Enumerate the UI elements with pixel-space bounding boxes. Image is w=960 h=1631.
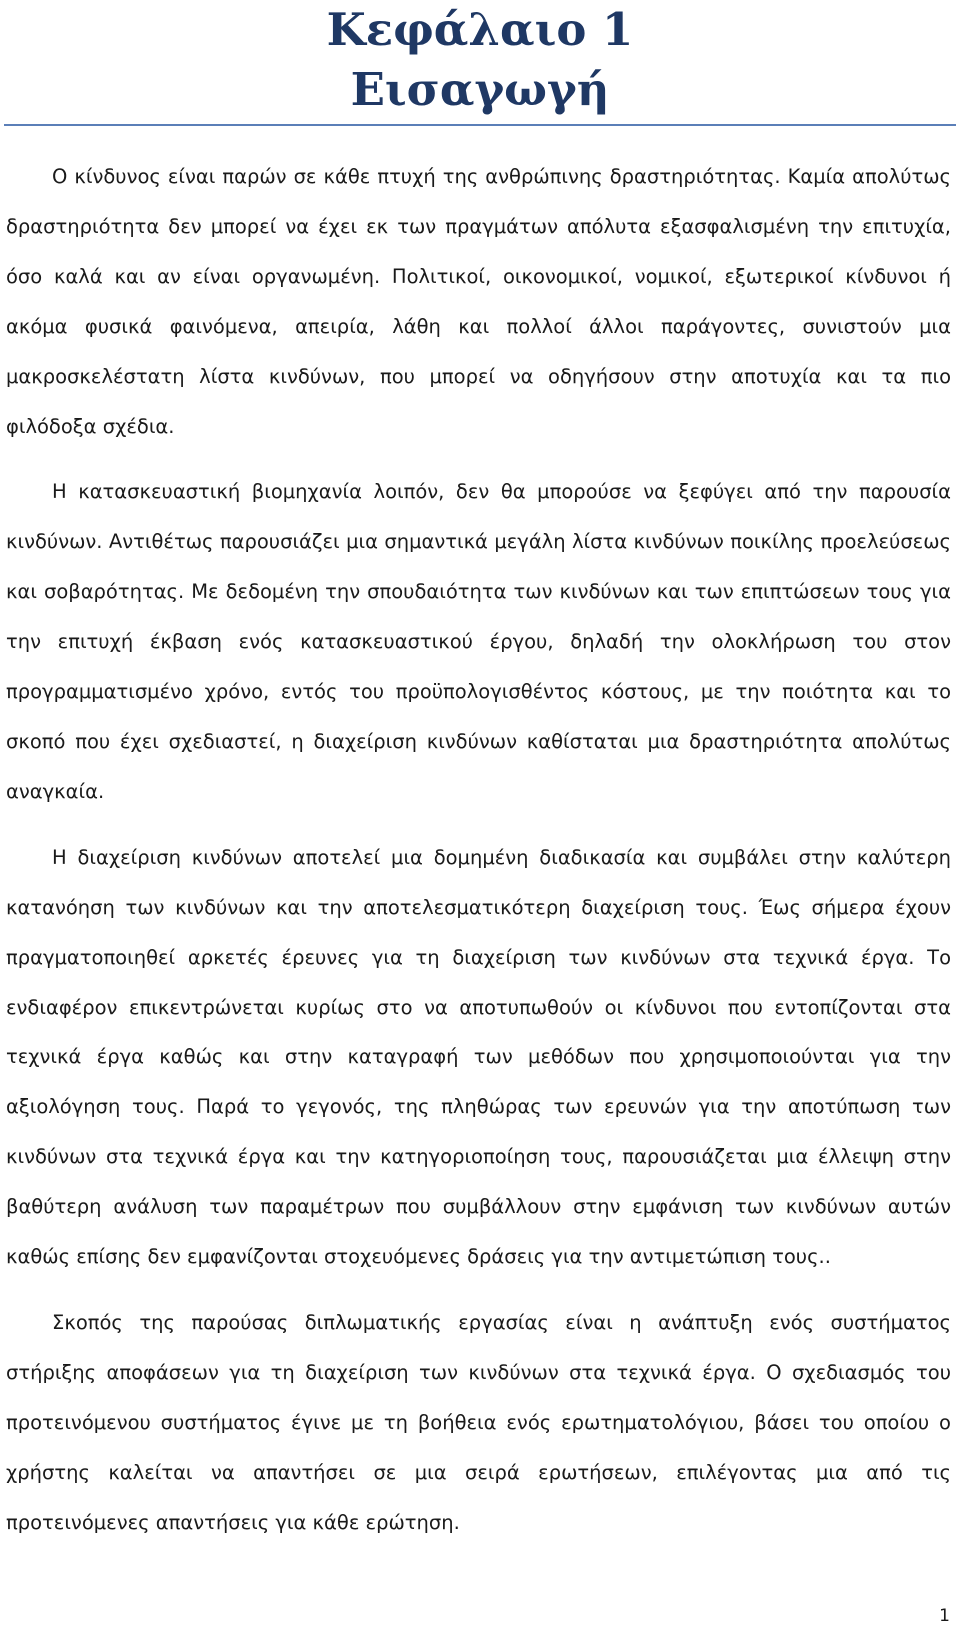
chapter-title: Εισαγωγή: [350, 63, 610, 116]
body-text: [6, 152, 951, 1563]
chapter-heading: [0, 0, 960, 120]
paragraph-2: Η κατασκευαστική βιομηχανία λοιπόν, δεν θα μπορούσε να ξεφύγει από την παρουσία κινδύνων. Αντιθέτως παρουσιάζει μια σημαντικά μεγάλη λίστα κινδύνων ποικίλης προελεύσεως και σοβαρότητας. Με δεδομένη την σπουδαιότητα των κινδύνων και των επιπτώσεων τους για την επιτυχή έκβαση ενός κατασκευαστικού έργου, δηλαδή την ολοκλήρωση του στον προγραμματισμένο χρόνο, εντός του προϋπολογισθέντος κόστους, με την ποιότητα και το σκοπό που έχει σχεδιαστεί, η διαχείριση κινδύνων καθίσταται μια δραστηριότητα απολύτως αναγκαία.: [6, 480, 951, 803]
heading-underline: [4, 124, 956, 126]
paragraph-1: Ο κίνδυνος είναι παρών σε κάθε πτυχή της ανθρώπινης δραστηριότητας. Καμία απολύτως δραστηριότητα δεν μπορεί να έχει εκ των πραγμάτων απόλυτα εξασφαλισμένη την επιτυχία, όσο καλά και αν είναι οργανωμένη. Πολιτικοί, οικονομικοί, νομικοί, εξωτερικοί κίνδυνοι ή ακόμα φυσικά φαινόμενα, απειρία, λάθη και πολλοί άλλοι παράγοντες, συνιστούν μια μακροσκελέστατη λίστα κινδύνων, που μπορεί να οδηγήσουν στην αποτυχία και τα πιο φιλόδοξα σχέδια.: [6, 165, 951, 438]
paragraph-3: Η διαχείριση κινδύνων αποτελεί μια δομημένη διαδικασία και συμβάλει στην καλύτερη κατανόηση των κινδύνων και την αποτελεσματικότερη διαχείριση τους. Έως σήμερα έχουν πραγματοποιηθεί αρκετές έρευνες για τη διαχείριση των κινδύνων στα τεχνικά έργα. Το ενδιαφέρον επικεντρώνεται κυρίως στο να αποτυπωθούν οι κίνδυνοι που εντοπίζονται στα τεχνικά έργα καθώς και στην καταγραφή των μεθόδων που χρησιμοποιούνται για την αξιολόγηση τους. Παρά το γεγονός, της πληθώρας των ερευνών για την αποτύπωση των κινδύνων στα τεχνικά έργα και την κατηγοριοποίηση τους, παρουσιάζεται μια έλλειψη στην βαθύτερη ανάλυση των παραμέτρων που συμβάλλουν στην εμφάνιση των κινδύνων αυτών καθώς επίσης δεν εμφανίζονται στοχευόμενες δράσεις για την αντιμετώπιση τους..: [6, 845, 951, 1269]
paragraph-4: Σκοπός της παρούσας διπλωματικής εργασίας είναι η ανάπτυξη ενός συστήματος στήριξης αποφάσεων για τη διαχείριση των κινδύνων στα τεχνικά έργα. Ο σχεδιασμός του προτεινόμενου συστήματος έγινε με τη βοήθεια ενός ερωτηματολόγιου, βάσει του οποίου ο χρήστης καλείται να απαντήσει σε μια σειρά ερωτήσεων, επιλέγοντας μια από τις προτεινόμενες απαντήσεις για κάθε ερώτηση.: [6, 1310, 951, 1534]
page-number: 1: [939, 1606, 950, 1626]
chapter-number: Κεφάλαιο 1: [326, 3, 634, 56]
